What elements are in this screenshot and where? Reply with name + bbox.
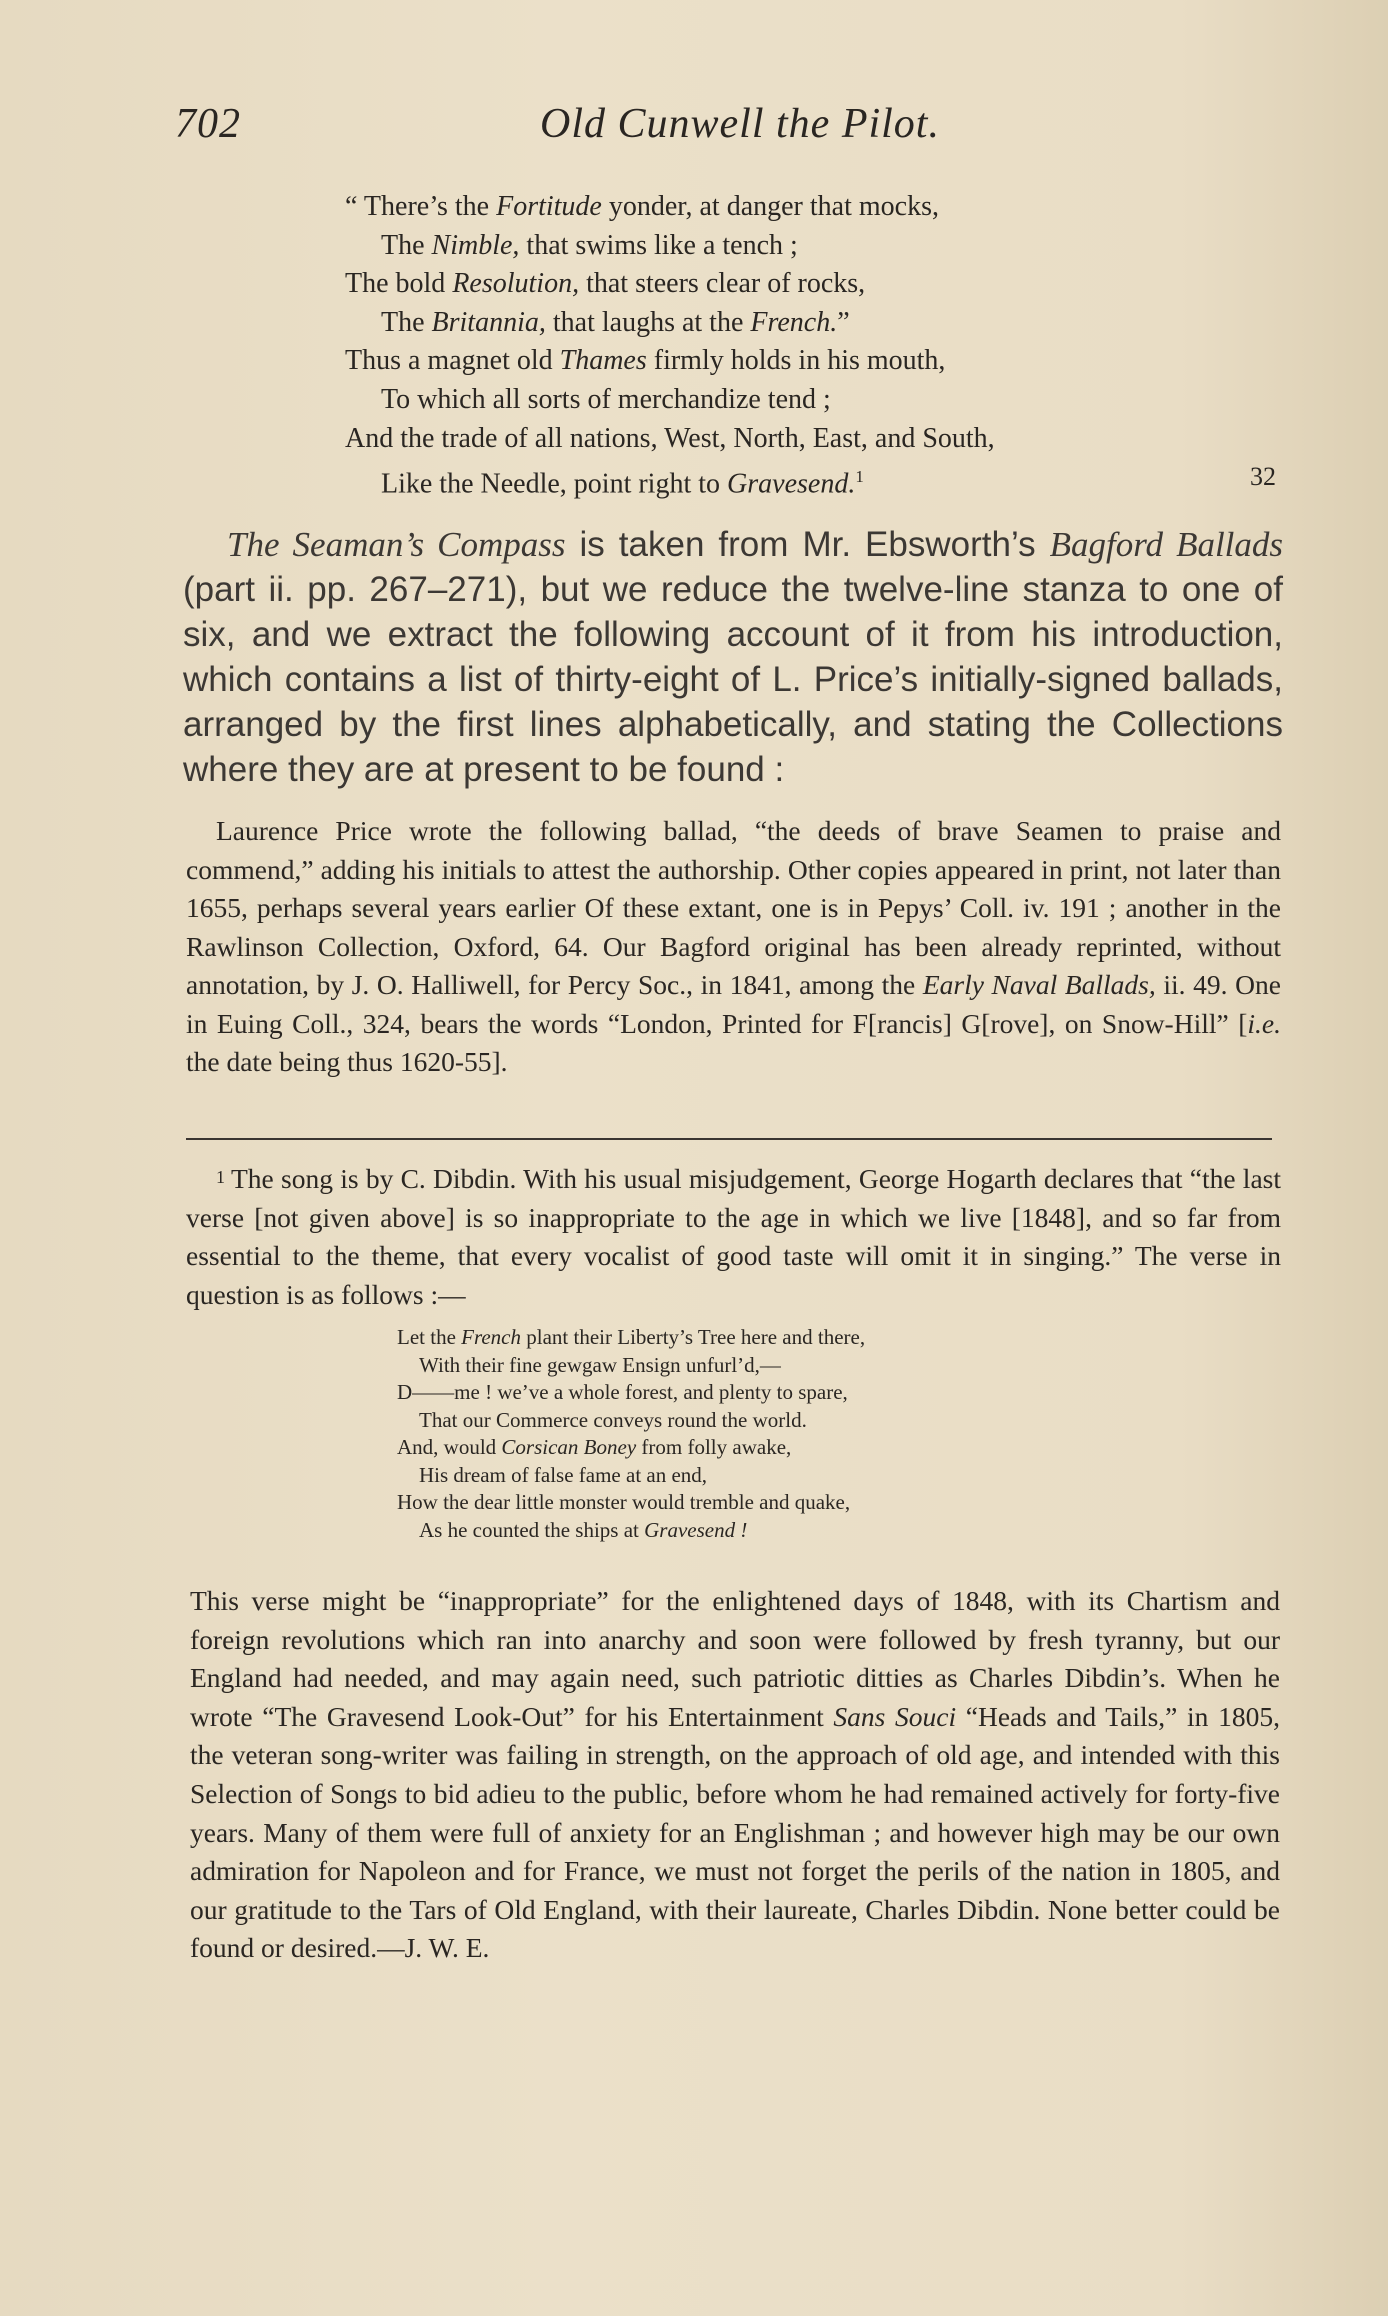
verse-line: The bold Resolution, that steers clear of rocks, <box>345 268 866 300</box>
quoted-paragraph: Laurence Price wrote the following ballad, “the deeds of brave Seamen to praise and commend,” adding his initials to attest the authorship. Other copies appeared in print, not later than 1655, perhaps several years earlier Of these extant, one is in Pepys’ Coll. iv. 191 ; another in the Rawlinson Collection, Oxford, 64. Our Bagford original has been already reprinted, without annotation, by J. O. Halliwell, for Percy Soc., in 1841, among the Early Naval Ballads, ii. 49. One in Euing Coll., 324, bears the words “London, Printed for F[rancis] G[rove], on Snow-Hill” [i.e. the date being thus 1620-55]. <box>186 815 1281 1077</box>
verse-line: Like the Needle, point right to Gravesend.$^1$ 32 <box>345 458 1265 504</box>
footnote: $^1$ The song is by C. Dibdin. With his usual misjudgement, George Hogarth declares that “the last verse [not given above] is so inappropriate to the age in which we live [1848], and so far from essential to the theme, that every vocalist of good taste will omit it in singing.” The verse in question is as follows :— <box>186 1163 1281 1310</box>
footnote-verse <box>397 1324 1157 1544</box>
verse-stanza <box>345 188 1276 504</box>
verse-line: And the trade of all nations, West, North, East, and South, <box>345 422 995 454</box>
verse-line: How the dear little monster would tremble and quake, <box>397 1490 851 1514</box>
verse-line: D——me ! we’ve a whole forest, and plenty to spare, <box>397 1380 848 1404</box>
footnote-continuation: This verse might be “inappropriate” for the enlightened days of 1848, with its Chartism and foreign revolutions which ran into anarchy and soon were followed by fresh tyranny, but our England had needed, and may again need, such patriotic ditties as Charles Dibdin’s. When he wrote “The Gravesend Look-Out” for his Entertainment Sans Souci “Heads and Tails,” in 1805, the veteran song-writer was failing in strength, on the approach of old age, and intended with this Selection of Songs to bid adieu to the public, before whom he had remained actively for forty-five years. Many of them were full of anxiety for an Englishman ; and however high may be our own admiration for Napoleon and for France, we must not forget the perils of the nation in 1805, and our gratitude to the Tars of Old England, with their laureate, Charles Dibdin. None better could be found or desired.—J. W. E. <box>190 1585 1280 1964</box>
ballad-title: The Seaman’s Compass <box>227 525 566 564</box>
footnote-reference[interactable]: 1 <box>855 467 864 487</box>
verse-line: The Britannia, that laughs at the French.” <box>381 306 850 338</box>
verse-line: Let the French plant their Liberty’s Tree here and there, <box>397 1325 866 1349</box>
verse-line: And, would Corsican Boney from folly awake, <box>397 1435 792 1459</box>
footnote-divider <box>186 1138 1272 1140</box>
verse-line: With their fine gewgaw Ensign unfurl’d,— <box>419 1352 781 1377</box>
running-title: Old Cunwell the Pilot. <box>540 101 940 147</box>
line-number: 32 <box>1250 462 1276 492</box>
verse-line: That our Commerce conveys round the world. <box>419 1407 807 1432</box>
verse-line: His dream of false fame at an end, <box>419 1462 708 1487</box>
footnote-mark: 1 <box>216 1167 225 1187</box>
lead-paragraph: The Seaman’s Compass is taken from Mr. Ebsworth’s Bagford Ballads (part ii. pp. 267–271), but we reduce the twelve-line stanza to one of six, and we extract the following account of it from his introduction, which contains a list of thirty-eight of L. Price’s initially-signed ballads, arranged by the first lines alphabetically, and stating the Collections where they are at present to be found : <box>183 525 1284 789</box>
book-title: Bagford Ballads <box>1049 525 1284 564</box>
verse-line: The Nimble, that swims like a tench ; <box>381 229 798 261</box>
verse-line: Thus a magnet old Thames firmly holds in his mouth, <box>345 345 946 377</box>
verse-line: “ There’s the Fortitude yonder, at danger that mocks, <box>345 191 939 222</box>
verse-line: To which all sorts of merchandize tend ; <box>381 383 831 415</box>
page-header <box>175 100 1275 160</box>
page-number: 702 <box>175 101 241 147</box>
verse-line: As he counted the ships at Gravesend ! <box>419 1517 748 1542</box>
